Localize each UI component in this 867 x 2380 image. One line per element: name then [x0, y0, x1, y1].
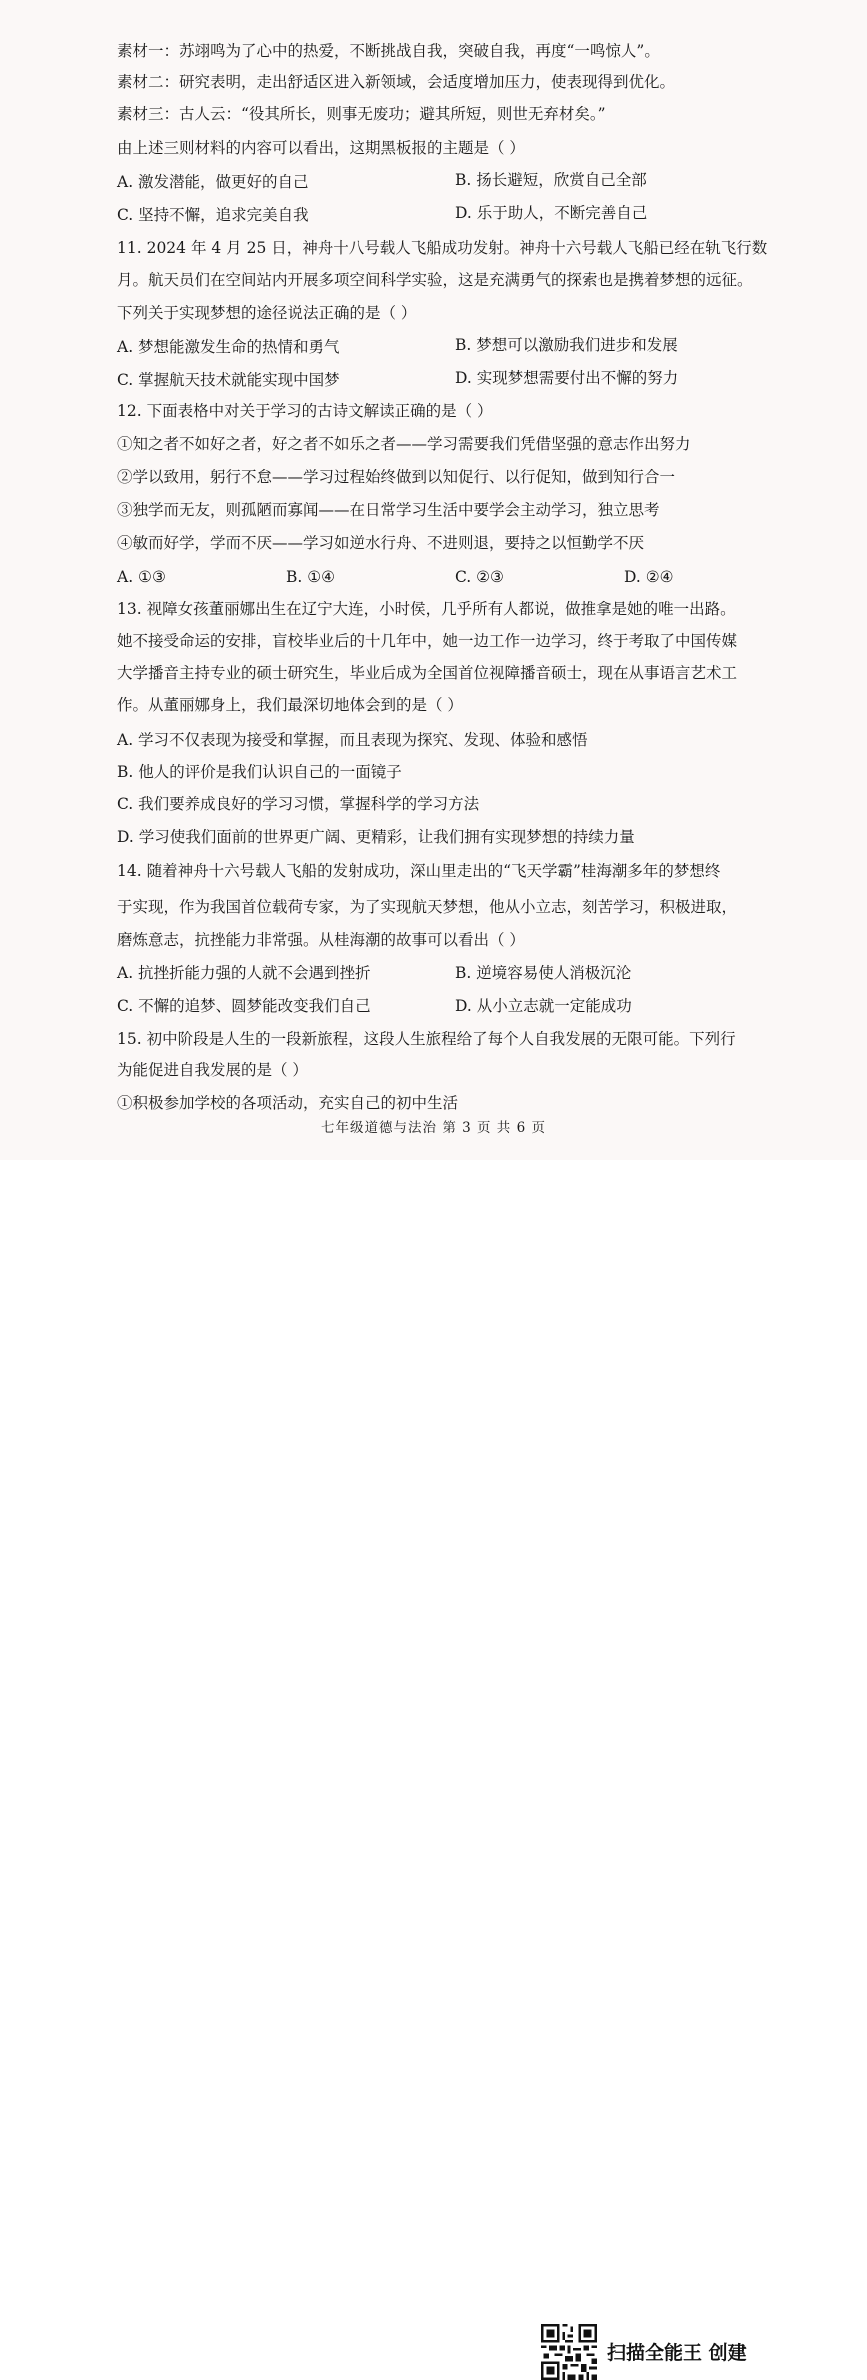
q10-option-a: A. 激发潜能，做更好的自己 — [117, 173, 309, 191]
q11-option-b: B. 梦想可以激励我们进步和发展 — [455, 336, 678, 354]
question-10-stem: 由上述三则材料的内容可以看出，这期黑板报的主题是（ ） — [117, 139, 525, 157]
q12-option-a: A. ①③ — [117, 568, 166, 586]
q10-option-d: D. 乐于助人，不断完善自己 — [455, 204, 648, 222]
q13-option-c: C. 我们要养成良好的学习习惯，掌握科学的学习方法 — [117, 795, 480, 813]
q11-line-1: 11. 2024 年 4 月 25 日，神舟十八号载人飞船成功发射。神舟十六号载人飞船已经在轨飞行数 — [117, 239, 768, 257]
q12-item-2: ②学以致用，躬行不怠——学习过程始终做到以知促行、以行促知，做到知行合一 — [117, 468, 676, 486]
q13-line-2: 她不接受命运的安排，盲校毕业后的十几年中，她一边工作一边学习，终于考取了中国传媒 — [117, 632, 738, 650]
q13-line-1: 13. 视障女孩董丽娜出生在辽宁大连，小时侯，几乎所有人都说，做推拿是她的唯一出路。 — [117, 600, 736, 618]
q13-line-3: 大学播音主持专业的硕士研究生，毕业后成为全国首位视障播音硕士，现在从事语言艺术工 — [117, 664, 738, 682]
q15-item-1: ①积极参加学校的各项活动，充实自己的初中生活 — [117, 1094, 459, 1112]
q11-option-a: A. 梦想能激发生命的热情和勇气 — [117, 338, 340, 356]
page-footer: 七年级道德与法治 第 3 页 共 6 页 — [321, 1120, 546, 1136]
q11-line-2: 月。航天员们在空间站内开展多项空间科学实验，这是充满勇气的探索也是携着梦想的远征。 — [117, 271, 753, 289]
q14-option-b: B. 逆境容易使人消极沉沦 — [455, 964, 632, 982]
q13-option-a: A. 学习不仅表现为接受和掌握，而且表现为探究、发现、体验和感悟 — [117, 731, 588, 749]
q12-item-1: ①知之者不如好之者，好之者不如乐之者——学习需要我们凭借坚强的意志作出努力 — [117, 435, 691, 453]
q12-option-b: B. ①④ — [286, 568, 336, 586]
q14-option-d: D. 从小立志就一定能成功 — [455, 997, 632, 1015]
qr-code-icon — [541, 2324, 597, 2380]
q12-option-d: D. ②④ — [624, 568, 674, 586]
q14-line-1: 14. 随着神舟十六号载人飞船的发射成功，深山里走出的“飞天学霸”桂海潮多年的梦想终 — [117, 862, 721, 880]
q15-line-2: 为能促进自我发展的是（ ） — [117, 1061, 308, 1079]
q13-option-d: D. 学习使我们面前的世界更广阔、更精彩，让我们拥有实现梦想的持续力量 — [117, 828, 635, 846]
q12-option-c: C. ②③ — [455, 568, 504, 586]
q10-option-c: C. 坚持不懈，追求完美自我 — [117, 206, 309, 224]
material-3: 素材三：古人云：“役其所长，则事无废功；避其所短，则世无弃材矣。” — [117, 105, 606, 123]
q14-option-c: C. 不懈的追梦、圆梦能改变我们自己 — [117, 997, 371, 1015]
q14-line-2: 于实现，作为我国首位载荷专家，为了实现航天梦想，他从小立志，刻苦学习，积极进取， — [117, 898, 738, 916]
q11-line-3: 下列关于实现梦想的途径说法正确的是（ ） — [117, 304, 417, 322]
q11-option-d: D. 实现梦想需要付出不懈的努力 — [455, 369, 679, 387]
scanner-watermark-strip — [0, 1160, 867, 2364]
q14-line-3: 磨炼意志，抗挫能力非常强。从桂海潮的故事可以看出（ ） — [117, 931, 525, 949]
q13-option-b: B. 他人的评价是我们认识自己的一面镜子 — [117, 763, 402, 781]
q12-item-3: ③独学而无友，则孤陋而寡闻——在日常学习生活中要学会主动学习，独立思考 — [117, 501, 660, 519]
q12-item-4: ④敏而好学，学而不厌——学习如逆水行舟、不进则退，要持之以恒勤学不厌 — [117, 534, 645, 552]
material-1: 素材一：苏翊鸣为了心中的热爱，不断挑战自我，突破自我，再度“一鸣惊人”。 — [117, 42, 660, 60]
q10-option-b: B. 扬长避短，欣赏自己全部 — [455, 171, 647, 189]
scanner-brand-label: 扫描全能王 创建 — [607, 2342, 747, 2364]
q12-stem: 12. 下面表格中对关于学习的古诗文解读正确的是（ ） — [117, 402, 493, 420]
material-2: 素材二：研究表明，走出舒适区进入新领域，会适度增加压力，使表现得到优化。 — [117, 73, 676, 91]
q15-line-1: 15. 初中阶段是人生的一段新旅程，这段人生旅程给了每个人自我发展的无限可能。下列行 — [117, 1030, 736, 1048]
exam-page — [0, 0, 867, 1160]
q14-option-a: A. 抗挫折能力强的人就不会遇到挫折 — [117, 964, 371, 982]
q13-line-4: 作。从董丽娜身上，我们最深切地体会到的是（ ） — [117, 696, 463, 714]
q11-option-c: C. 掌握航天技术就能实现中国梦 — [117, 371, 340, 389]
